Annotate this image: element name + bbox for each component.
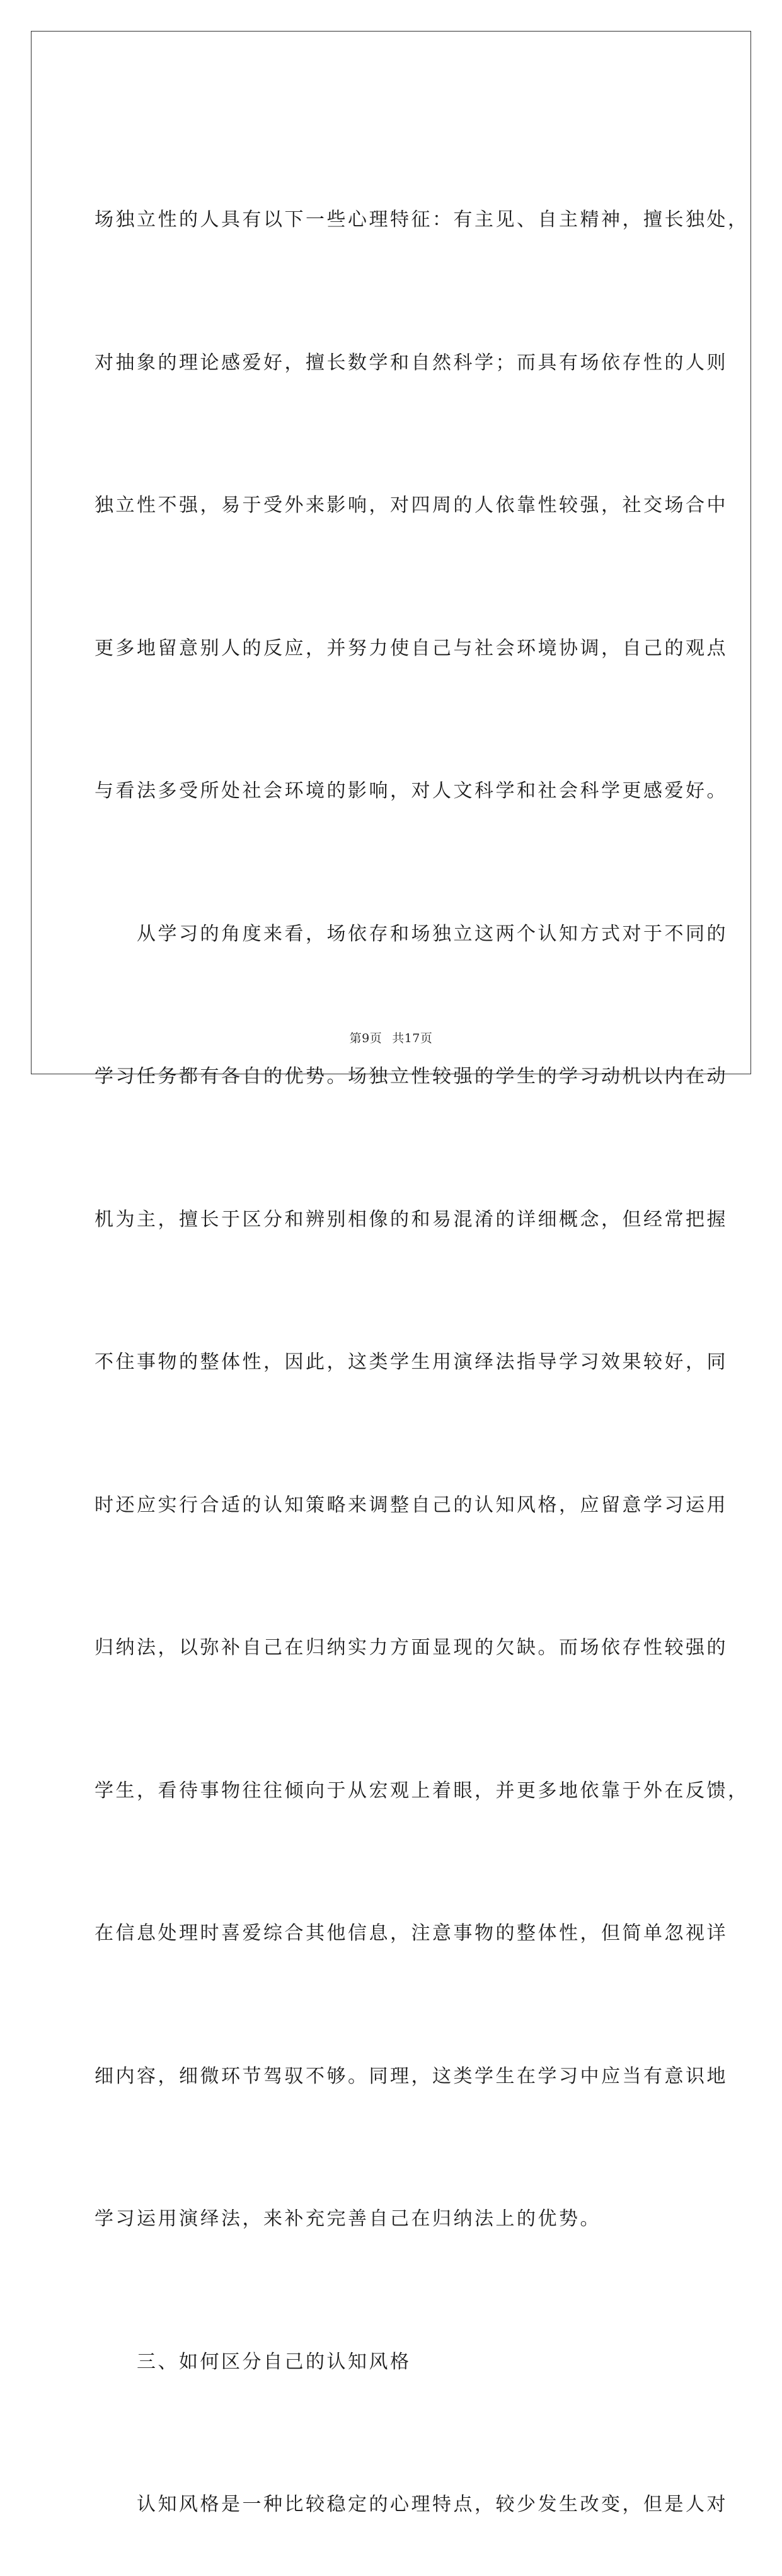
text-line: 不住事物的整体性，因此，这类学生用演绎法指导学习效果较好，同 <box>95 1351 728 1373</box>
text-line: 更多地留意别人的反应，并努力使自己与社会环境协调，自己的观点 <box>95 637 728 659</box>
text-line: 学习任务都有各自的优势。场独立性较强的学生的学习动机以内在动 <box>95 1065 728 1088</box>
text-line: 独立性不强，易于受外来影响，对四周的人依靠性较强，社交场合中 <box>95 494 728 516</box>
text-line: 时还应实行合适的认知策略来调整自己的认知风格，应留意学习运用 <box>95 1494 728 1516</box>
text-line: 在信息处理时喜爱综合其他信息，注意事物的整体性，但简单忽视详 <box>95 1922 728 1944</box>
text-line: 归纳法，以弥补自己在归纳实力方面显现的欠缺。而场依存性较强的 <box>95 1637 728 1659</box>
text-line: 从学习的角度来看，场依存和场独立这两个认知方式对于不同的 <box>95 922 728 945</box>
page-number: 第9页 <box>349 1031 382 1045</box>
text-line: 与看法多受所处社会环境的影响，对人文科学和社会科学更感爱好。 <box>95 780 728 802</box>
page-footer <box>0 1029 782 1046</box>
text-line: 细内容，细微环节驾驭不够。同理，这类学生在学习中应当有意识地 <box>95 2065 728 2087</box>
text-line: 学习运用演绎法，来补充完善自己在归纳法上的优势。 <box>95 2208 601 2230</box>
text-line: 场独立性的人具有以下一些心理特征：有主见、自主精神，擅长独处， <box>95 209 749 231</box>
section-heading: 三、如何区分自己的认知风格 <box>95 2350 411 2373</box>
document-body <box>95 101 749 2576</box>
text-line: 学生，看待事物往往倾向于从宏观上着眼，并更多地依靠于外在反馈， <box>95 1779 749 1802</box>
text-line: 认知风格是一种比较稳定的心理特点，较少发生改变，但是人对 <box>95 2493 728 2515</box>
page-total: 共17页 <box>392 1031 433 1045</box>
text-line: 机为主，擅长于区分和辨别相像的和易混淆的详细概念，但经常把握 <box>95 1208 728 1231</box>
text-line: 对抽象的理论感爱好，擅长数学和自然科学；而具有场依存性的人则 <box>95 351 728 374</box>
